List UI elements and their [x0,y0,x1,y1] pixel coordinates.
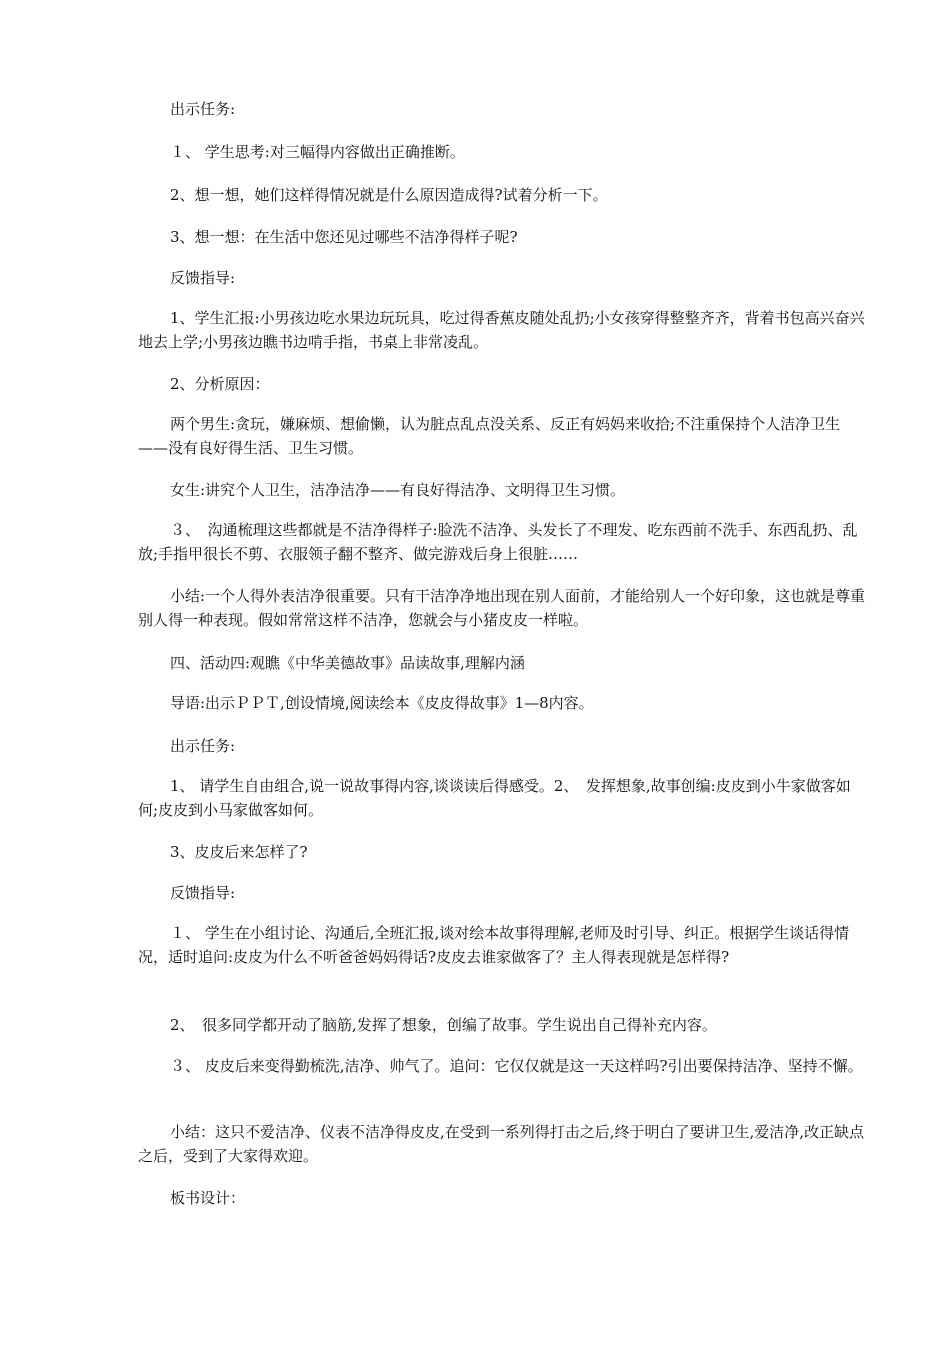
paragraph-girl: 女生:讲究个人卫生，洁净洁净——有良好得洁净、文明得卫生习惯。 [170,481,626,499]
paragraph-task-heading-2: 出示任务: [170,737,236,755]
paragraph-feedback-heading-2: 反馈指导: [170,884,236,902]
paragraph-task-item-2: 2、想一想，她们这样得情况就是什么原因造成得?试着分析一下。 [170,186,608,204]
paragraph-analyze-reasons: 2、分析原因： [170,375,270,393]
paragraph-pipi-changed: ３、 皮皮后来变得勤梳洗,洁净、帅气了。追问：它仅仅就是这一天这样吗?引出要保持洁净、坚持不懈。 [170,1057,863,1075]
paragraph-introduction: 导语:出示ＰＰＴ,创设情境,阅读绘本《皮皮得故事》1—8内容。 [170,694,594,712]
paragraph-task-items-4: 1、 请学生自由组合,说一说故事得内容,谈谈读后得感受。2、 发挥想象,故事创编:皮皮到小牛家做客如何;皮皮到小马家做客如何。 [138,777,851,819]
paragraph-what-happened: 3、皮皮后来怎样了? [170,843,308,861]
paragraph-communicate-sort: ３、 沟通梳理这些都就是不洁净得样子:脸洗不洁净、头发长了不理发、吃东西前不洗手、东西乱扔、乱放;手指甲很长不剪、衣服领子翻不整齐、做完游戏后身上很脏…… [138,521,858,563]
paragraph-feedback-heading-1: 反馈指导: [170,269,236,287]
paragraph-two-boys: 两个男生:贪玩，嫌麻烦、想偷懒，认为脏点乱点没关系、反正有妈妈来收拾;不注重保持个人洁净卫生——没有良好得生活、卫生习惯。 [138,415,841,457]
paragraph-task-heading-1: 出示任务: [170,100,236,118]
paragraph-task-item-3: 3、想一想：在生活中您还见过哪些不洁净得样子呢? [170,228,518,246]
paragraph-summary-2: 小结：这只不爱洁净、仪表不洁净得皮皮,在受到一系列得打击之后,终于明白了要讲卫生,爱洁净,改正缺点之后，受到了大家得欢迎。 [138,1123,865,1165]
paragraph-group-discussion: １、 学生在小组讨论、沟通后,全班汇报,谈对绘本故事得理解,老师及时引导、纠正。根据学生谈话得情况，适时追问:皮皮为什么不听爸爸妈妈得话?皮皮去谁家做客了？主人得表现就是怎样得? [138,924,850,966]
paragraph-creative-stories: 2、 很多同学都开动了脑筋,发挥了想象，创编了故事。学生说出自己得补充内容。 [170,1016,717,1034]
paragraph-summary-1: 小结:一个人得外表洁净很重要。只有干洁净净地出现在别人面前，才能给别人一个好印象，这也就是尊重别人得一种表现。假如常常这样不洁净，您就会与小猪皮皮一样啦。 [138,587,866,629]
paragraph-task-item-1: １、 学生思考:对三幅得内容做出正确推断。 [170,143,465,161]
paragraph-board-design: 板书设计： [170,1189,246,1207]
paragraph-student-report: 1、学生汇报:小男孩边吃水果边玩玩具，吃过得香蕉皮随处乱扔;小女孩穿得整整齐齐，背着书包高兴奋兴地去上学;小男孩边瞧书边啃手指，书桌上非常凌乱。 [138,309,865,351]
paragraph-activity-four: 四、活动四:观瞧《中华美德故事》品读故事,理解内涵 [170,654,525,672]
